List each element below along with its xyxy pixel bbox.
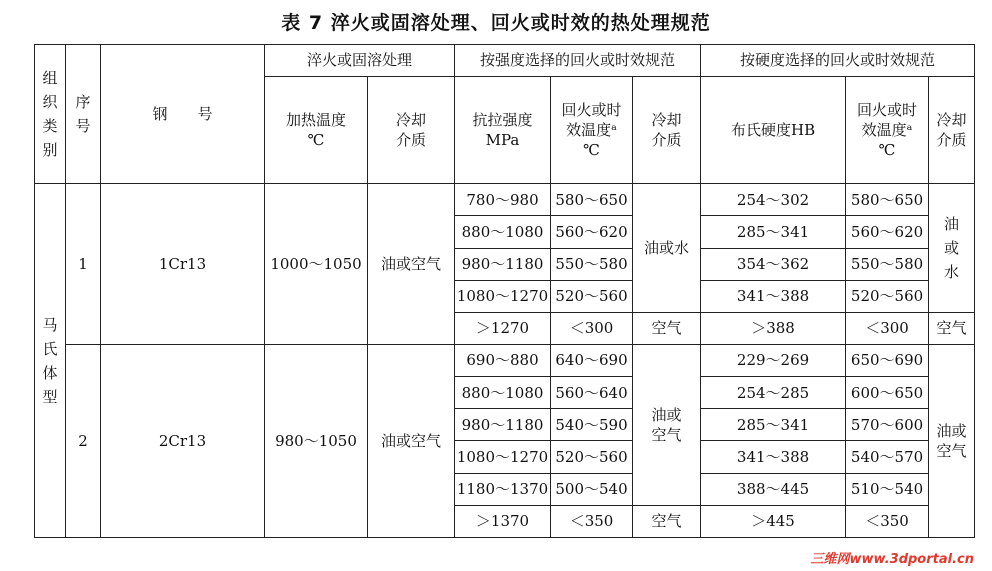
steel-grade: 2Cr13 bbox=[101, 345, 265, 538]
tensile-cell: 690～880 bbox=[455, 345, 551, 377]
temper2-cell: 570～600 bbox=[846, 409, 929, 441]
tensile-cell: 980～1180 bbox=[455, 248, 551, 280]
temper2-cell: 560～620 bbox=[846, 216, 929, 248]
temper2-cell: 580～650 bbox=[846, 184, 929, 216]
header-hardness: 按硬度选择的回火或时效规范 bbox=[701, 45, 975, 77]
temper-cell: 550～580 bbox=[551, 248, 633, 280]
temper2-cell: 650～690 bbox=[846, 345, 929, 377]
temper-cell: 520～560 bbox=[551, 280, 633, 312]
group-name: 马 氏 体 型 bbox=[35, 184, 66, 538]
heat-temp: 1000～1050 bbox=[265, 184, 368, 345]
hb-cell: 254～302 bbox=[701, 184, 846, 216]
header-cool-strength: 冷却 介质 bbox=[633, 77, 701, 184]
temper-cell: 500～540 bbox=[551, 473, 633, 505]
cool-hardness: 油或 空气 bbox=[929, 345, 975, 538]
header-brinell: 布氏硬度HB bbox=[701, 77, 846, 184]
tensile-cell: 1180～1370 bbox=[455, 473, 551, 505]
temper2-cell: 600～650 bbox=[846, 377, 929, 409]
table-row bbox=[35, 184, 975, 216]
hb-cell: 341～388 bbox=[701, 280, 846, 312]
temper-cell: ＜300 bbox=[551, 312, 633, 344]
temper-cell: 520～560 bbox=[551, 441, 633, 473]
hb-cell: 341～388 bbox=[701, 441, 846, 473]
header-cool-quench: 冷却 介质 bbox=[368, 77, 455, 184]
hb-cell: 354～362 bbox=[701, 248, 846, 280]
cool-hardness: 油 或 水 bbox=[929, 184, 975, 313]
hb-cell: 229～269 bbox=[701, 345, 846, 377]
temper2-cell: 520～560 bbox=[846, 280, 929, 312]
seq-cell: 2 bbox=[66, 345, 101, 538]
temper-cell: 560～620 bbox=[551, 216, 633, 248]
cool-strength: 油或 空气 bbox=[633, 345, 701, 506]
tensile-cell: 980～1180 bbox=[455, 409, 551, 441]
header-tensile: 抗拉强度 MPa bbox=[455, 77, 551, 184]
table-title: 表 7 淬火或固溶处理、回火或时效的热处理规范 bbox=[281, 12, 711, 34]
temper2-cell: 510～540 bbox=[846, 473, 929, 505]
header-temper-hardness: 回火或时 效温度ᵃ ℃ bbox=[846, 77, 929, 184]
header-group: 组 织 类 别 bbox=[35, 45, 66, 184]
quench-medium: 油或空气 bbox=[368, 345, 455, 538]
steel-grade: 1Cr13 bbox=[101, 184, 265, 345]
temper2-cell: 540～570 bbox=[846, 441, 929, 473]
table-row bbox=[35, 345, 975, 377]
cool-strength: 油或水 bbox=[633, 184, 701, 313]
temper-cell: 540～590 bbox=[551, 409, 633, 441]
heat-treatment-table bbox=[34, 44, 975, 538]
header-temper-strength: 回火或时 效温度ᵃ ℃ bbox=[551, 77, 633, 184]
hb-cell: 285～341 bbox=[701, 409, 846, 441]
cool-strength-last: 空气 bbox=[633, 505, 701, 537]
temper2-cell: ＜300 bbox=[846, 312, 929, 344]
temper-cell: 580～650 bbox=[551, 184, 633, 216]
quench-medium: 油或空气 bbox=[368, 184, 455, 345]
hb-cell: 285～341 bbox=[701, 216, 846, 248]
temper2-cell: 550～580 bbox=[846, 248, 929, 280]
temper-cell: 640～690 bbox=[551, 345, 633, 377]
tensile-cell: 880～1080 bbox=[455, 216, 551, 248]
seq-cell: 1 bbox=[66, 184, 101, 345]
temper-cell: 560～640 bbox=[551, 377, 633, 409]
hb-cell: ＞388 bbox=[701, 312, 846, 344]
hb-cell: 254～285 bbox=[701, 377, 846, 409]
tensile-cell: 880～1080 bbox=[455, 377, 551, 409]
cool-hardness-last: 空气 bbox=[929, 312, 975, 344]
header-cool-hardness: 冷却 介质 bbox=[929, 77, 975, 184]
temper-cell: ＜350 bbox=[551, 505, 633, 537]
tensile-cell: ＞1370 bbox=[455, 505, 551, 537]
header-seq: 序 号 bbox=[66, 45, 101, 184]
header-heat-temp: 加热温度 ℃ bbox=[265, 77, 368, 184]
tensile-cell: ＞1270 bbox=[455, 312, 551, 344]
heat-temp: 980～1050 bbox=[265, 345, 368, 538]
hb-cell: ＞445 bbox=[701, 505, 846, 537]
header-strength: 按强度选择的回火或时效规范 bbox=[455, 45, 701, 77]
hb-cell: 388～445 bbox=[701, 473, 846, 505]
tensile-cell: 1080～1270 bbox=[455, 280, 551, 312]
tensile-cell: 780～980 bbox=[455, 184, 551, 216]
header-steel: 钢 号 bbox=[101, 45, 265, 184]
cool-strength-last: 空气 bbox=[633, 312, 701, 344]
header-quench: 淬火或固溶处理 bbox=[265, 45, 455, 77]
tensile-cell: 1080～1270 bbox=[455, 441, 551, 473]
site-watermark: 三维网www.3dportal.cn bbox=[810, 552, 974, 567]
temper2-cell: ＜350 bbox=[846, 505, 929, 537]
